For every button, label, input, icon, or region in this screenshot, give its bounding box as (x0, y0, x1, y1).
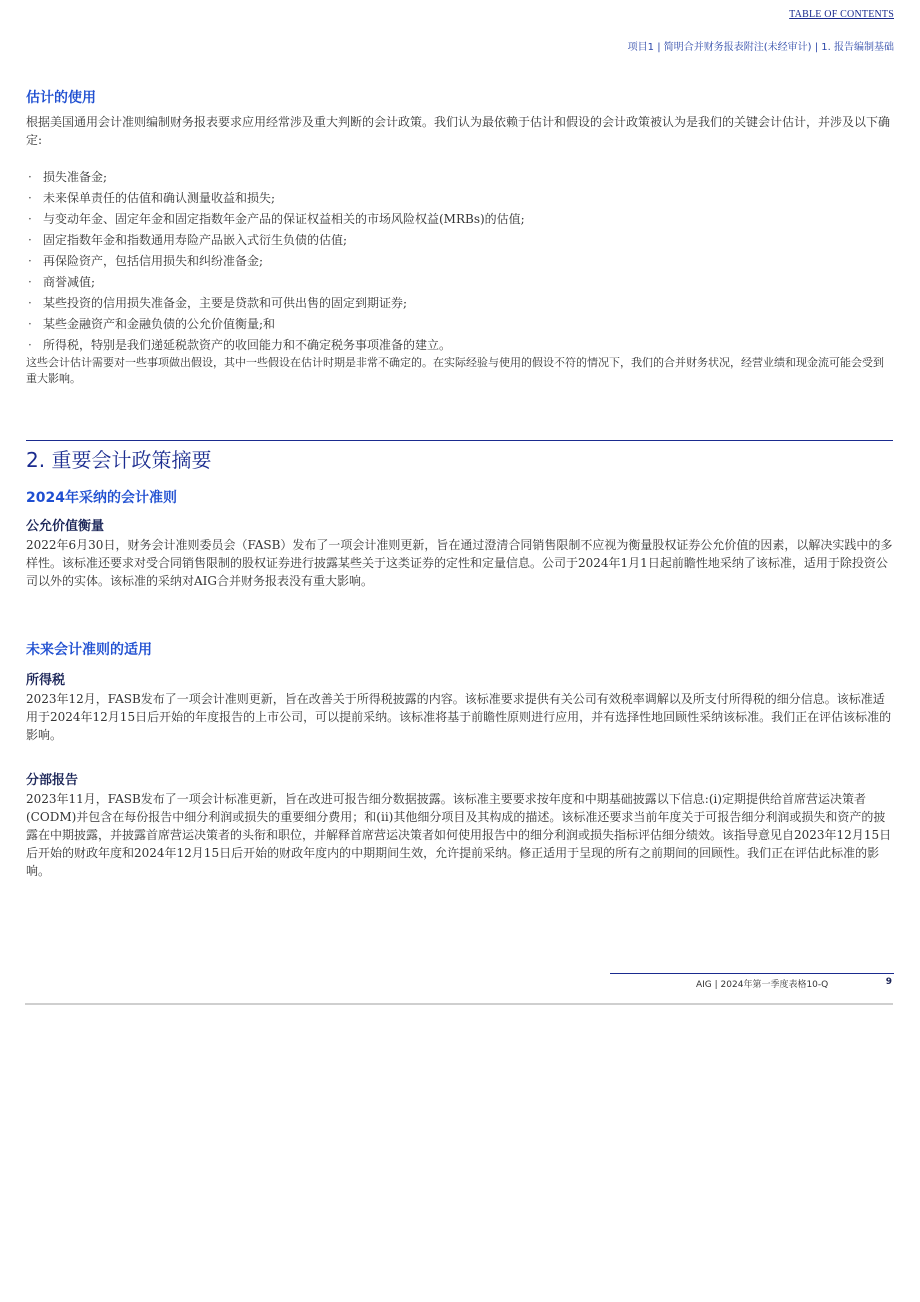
segment-reporting-heading: 分部报告 (26, 773, 79, 788)
page-bottom-divider (25, 1003, 893, 1005)
future-standards-heading: 未来会计准则的适用 (26, 642, 152, 658)
list-item: · 固定指数年金和指数通用寿险产品嵌入式衍生负债的估值; (28, 233, 348, 247)
breadcrumb: 项目1 | 简明合并财务报表附注(未经审计) | 1. 报告编制基础 (627, 42, 894, 53)
fair-value-heading: 公允价值衡量 (26, 519, 105, 534)
bullet-icon: · (28, 275, 32, 289)
list-item: · 某些金融资产和金融负债的公允价值衡量;和 (28, 317, 276, 331)
bullet-icon: · (28, 296, 32, 310)
estimates-note: 这些会计估计需要对一些事项做出假设，其中一些假设在估计时期是非常不确定的。在实际经验与使用的假设不符的情况下，我们的合并财务状况，经营业绩和现金流可能会受到重大影响。 (26, 356, 884, 385)
estimates-intro: 根据美国通用会计准则编制财务报表要求应用经常涉及重大判断的会计政策。我们认为最依赖于估计和假设的会计政策被认为是我们的关键会计估计，并涉及以下确定: (26, 115, 891, 147)
table-of-contents-link[interactable]: TABLE OF CONTENTS (789, 9, 894, 20)
bullet-icon: · (28, 338, 32, 352)
list-item: · 再保险资产，包括信用损失和纠纷准备金; (28, 254, 264, 268)
future-standards-section (26, 640, 894, 880)
estimates-heading: 估计的使用 (26, 90, 96, 106)
section-divider (26, 440, 893, 441)
list-item: · 所得税，特别是我们递延税款资产的收回能力和不确定税务事项准备的建立。 (28, 338, 452, 352)
bullet-icon: · (28, 317, 32, 331)
page-number: 9 (885, 977, 892, 987)
estimates-section (26, 88, 894, 387)
list-item: · 某些投资的信用损失准备金，主要是贷款和可供出售的固定到期证券; (28, 296, 408, 310)
segment-reporting-body: 2023年11月，FASB发布了一项会计标准更新，旨在改进可报告细分数据披露。该标准主要要求按年度和中期基础披露以下信息:(i)定期提供给首席营运决策者(CODM)并包含在每份报告中细分利润或损失的重要细分费用；和(ii)其他细分项目及其构成的描述。该标准还要求当前年度关于可报告细分利润或损失和资产的披露在中期披露，并披露首席营运决策者的头衔和职位，并解释首席营运决策者如何使用报告中的细分利润或损失指标评估细分绩效。该指导意见自2023年12月15日后开始的财政年度和2024年12月15日后开始的财政年度内的中期期间生效，允许提前采纳。修正适用于呈现的所有之前期间的回顾性。我们正在评估此标准的影响。 (26, 792, 892, 878)
bullet-icon: · (28, 254, 32, 268)
fair-value-body: 2022年6月30日，财务会计准则委员会（FASB）发布了一项会计准则更新，旨在通过澄清合同销售限制不应视为衡量股权证券公允价值的因素，以解决实践中的多样性。该标准还要求对受合同销售限制的股权证券进行披露某些关于这类证券的定性和定量信息。公司于2024年1月1日起前瞻性地采纳了该标准，适用于除投资公司以外的实体。该标准的采纳对AIG合并财务报表没有重大影响。 (26, 538, 893, 588)
list-item: · 商誉减值; (28, 275, 96, 289)
section-title: 2. 重要会计政策摘要 (26, 448, 212, 472)
footer-divider (610, 973, 894, 974)
income-tax-body: 2023年12月，FASB发布了一项会计准则更新，旨在改善关于所得税披露的内容。该标准要求提供有关公司有效税率调解以及所支付所得税的细分信息。该标准适用于2024年12月15日后开始的年度报告的上市公司，可以提前采纳。该标准将基于前瞻性原则进行应用，并有选择性地回顾性采纳该标准。我们正在评估该标准的影响。 (26, 692, 892, 742)
estimates-list (26, 168, 894, 357)
list-item: · 未来保单责任的估值和确认测量收益和损失; (28, 191, 276, 205)
bullet-icon: · (28, 212, 32, 226)
adopted-standards-section (26, 488, 894, 590)
bullet-icon: · (28, 191, 32, 205)
list-item: · 与变动年金、固定年金和固定指数年金产品的保证权益相关的市场风险权益(MRBs)的估值; (28, 212, 525, 226)
income-tax-heading: 所得税 (26, 673, 66, 688)
footer-text: AIG | 2024年第一季度表格10-Q (696, 980, 829, 990)
bullet-icon: · (28, 233, 32, 247)
bullet-icon: · (28, 170, 32, 184)
adopted-standards-heading: 2024年采纳的会计准则 (26, 490, 177, 506)
list-item: · 损失准备金; (28, 170, 108, 184)
